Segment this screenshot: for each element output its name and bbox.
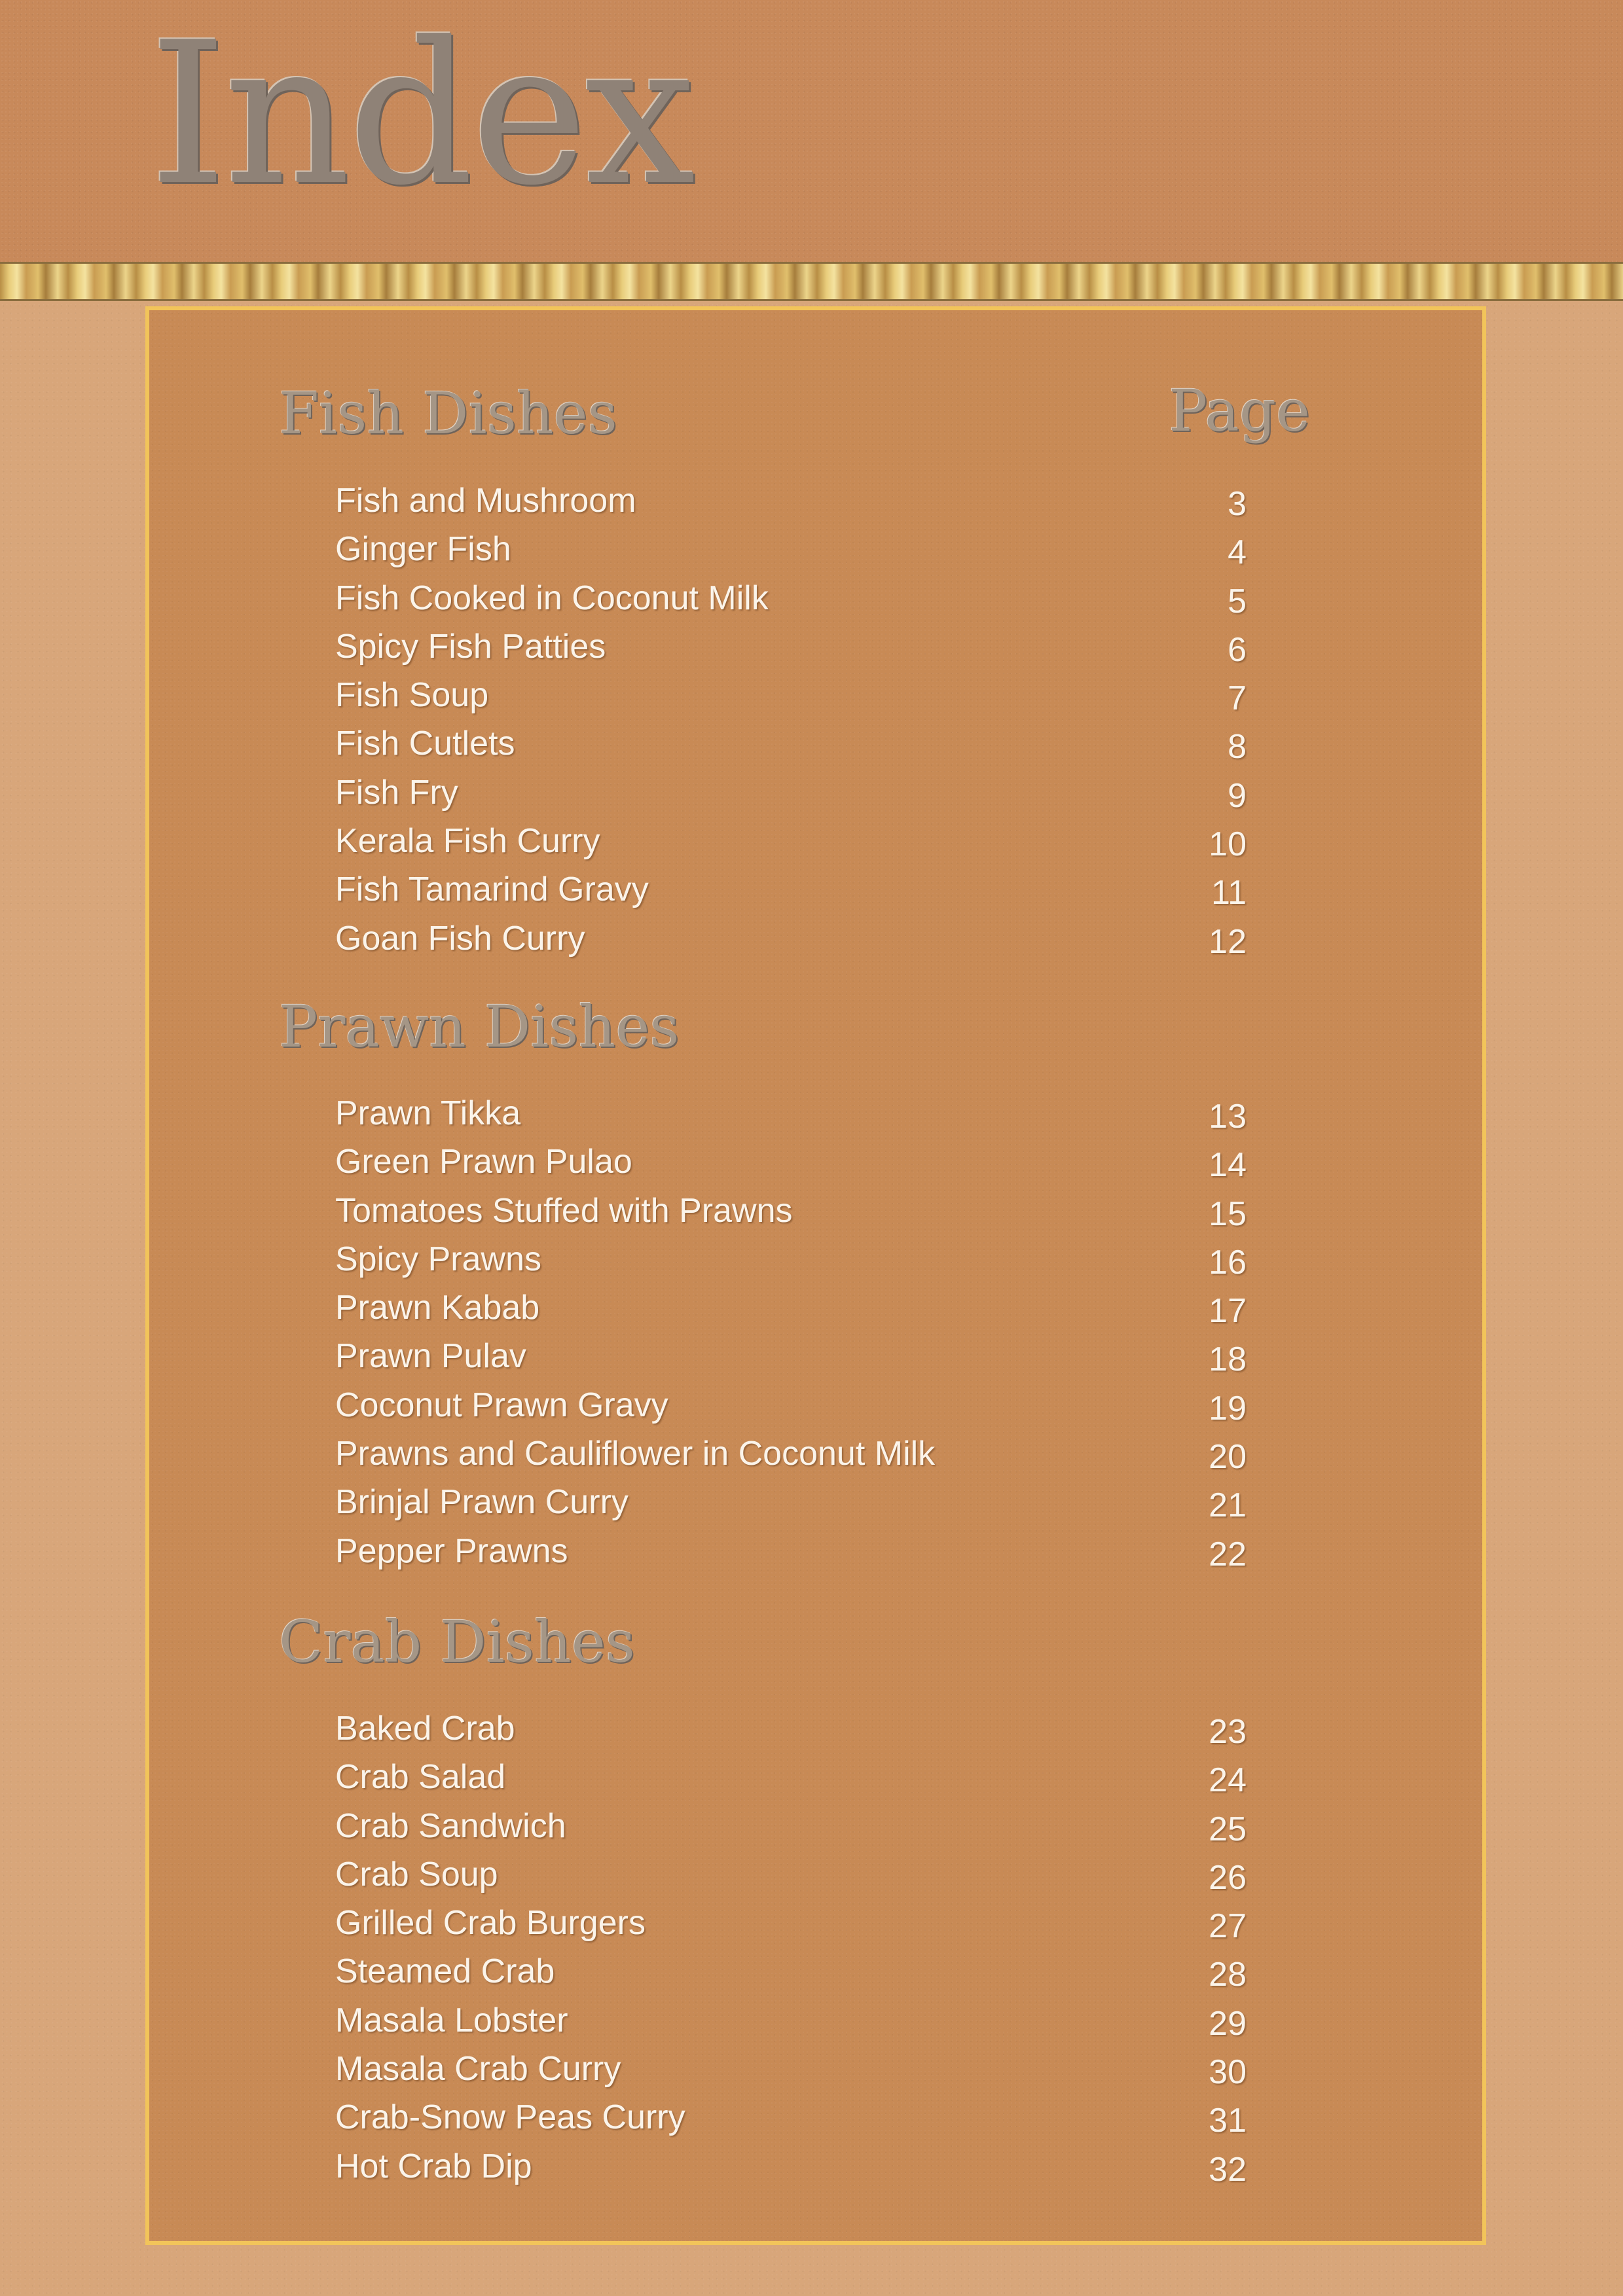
index-entry[interactable] [149, 1381, 1482, 1429]
crab-dishes-list [149, 1704, 1482, 2191]
entry-page-number: 17 [1209, 1292, 1247, 1331]
section-heading-crab: Crab Dishes [279, 1608, 635, 1676]
entry-title: Crab-Snow Peas Curry [335, 2098, 685, 2137]
entry-page-number: 12 [1209, 922, 1247, 961]
index-entry[interactable] [149, 1704, 1482, 1753]
entry-page-number: 10 [1209, 825, 1247, 864]
entry-title: Spicy Prawns [335, 1240, 541, 1278]
entry-page-number: 7 [1228, 679, 1247, 718]
entry-title: Tomatoes Stuffed with Prawns [335, 1191, 793, 1230]
entry-title: Crab Salad [335, 1758, 506, 1797]
index-entry[interactable] [149, 1283, 1482, 1332]
index-entry[interactable] [149, 1802, 1482, 1850]
entry-page-number: 9 [1228, 776, 1247, 815]
entry-page-number: 25 [1209, 1810, 1247, 1848]
entry-page-number: 23 [1209, 1713, 1247, 1751]
index-entry[interactable] [149, 1089, 1482, 1138]
index-entry[interactable] [149, 1138, 1482, 1186]
entry-page-number: 28 [1209, 1956, 1247, 1994]
entry-page-number: 16 [1209, 1243, 1247, 1282]
fish-dishes-list [149, 476, 1482, 963]
page-title: Index [149, 0, 693, 228]
index-entry[interactable] [149, 1478, 1482, 1526]
index-entry[interactable] [149, 1429, 1482, 1478]
entry-page-number: 26 [1209, 1858, 1247, 1897]
entry-page-number: 31 [1209, 2102, 1247, 2140]
index-entry[interactable] [149, 1899, 1482, 1947]
gold-divider-strip [0, 262, 1623, 301]
section-heading-prawn: Prawn Dishes [279, 993, 680, 1060]
entry-title: Prawn Kabab [335, 1289, 540, 1327]
entry-title: Fish Cooked in Coconut Milk [335, 579, 769, 617]
entry-page-number: 29 [1209, 2004, 1247, 2043]
index-entry[interactable] [149, 914, 1482, 963]
page-column-heading: Page [1169, 377, 1311, 444]
entry-page-number: 8 [1228, 728, 1247, 766]
entry-title: Fish Fry [335, 773, 458, 812]
index-entry[interactable] [149, 671, 1482, 719]
index-entry[interactable] [149, 574, 1482, 622]
entry-title: Masala Crab Curry [335, 2050, 621, 2089]
index-panel [145, 306, 1486, 2245]
index-entry[interactable] [149, 1753, 1482, 1801]
entry-title: Fish and Mushroom [335, 482, 636, 520]
entry-title: Brinjal Prawn Curry [335, 1483, 629, 1522]
entry-page-number: 24 [1209, 1761, 1247, 1800]
entry-title: Crab Soup [335, 1855, 498, 1893]
index-entry[interactable] [149, 476, 1482, 525]
index-entry[interactable] [149, 1187, 1482, 1235]
entry-page-number: 21 [1209, 1486, 1247, 1525]
entry-title: Goan Fish Curry [335, 919, 585, 958]
entry-title: Kerala Fish Curry [335, 822, 600, 861]
entry-title: Masala Lobster [335, 2001, 568, 2039]
index-entry[interactable] [149, 1235, 1482, 1283]
section-heading-fish: Fish Dishes [279, 380, 617, 447]
entry-title: Fish Cutlets [335, 725, 515, 763]
entry-title: Crab Sandwich [335, 1806, 566, 1845]
entry-page-number: 14 [1209, 1146, 1247, 1185]
entry-page-number: 32 [1209, 2150, 1247, 2189]
prawn-dishes-list [149, 1089, 1482, 1575]
index-entry[interactable] [149, 525, 1482, 573]
entry-title: Fish Soup [335, 676, 489, 715]
index-entry[interactable] [149, 2093, 1482, 2142]
entry-title: Steamed Crab [335, 1952, 555, 1991]
entry-title: Prawn Pulav [335, 1337, 526, 1376]
index-entry[interactable] [149, 1947, 1482, 1996]
entry-page-number: 3 [1228, 485, 1247, 523]
index-entry[interactable] [149, 1527, 1482, 1575]
entry-page-number: 15 [1209, 1194, 1247, 1233]
entry-title: Spicy Fish Patties [335, 627, 606, 666]
entry-page-number: 18 [1209, 1340, 1247, 1379]
entry-page-number: 20 [1209, 1438, 1247, 1477]
index-entry[interactable] [149, 817, 1482, 865]
entry-title: Prawns and Cauliflower in Coconut Milk [335, 1435, 936, 1473]
entry-title: Prawn Tikka [335, 1094, 521, 1132]
entry-page-number: 30 [1209, 2053, 1247, 2092]
index-entry[interactable] [149, 2142, 1482, 2191]
entry-page-number: 11 [1211, 874, 1247, 912]
entry-title: Grilled Crab Burgers [335, 1904, 646, 1943]
entry-page-number: 22 [1209, 1535, 1247, 1573]
entry-title: Pepper Prawns [335, 1532, 568, 1570]
entry-page-number: 19 [1209, 1389, 1247, 1427]
entry-page-number: 6 [1228, 630, 1247, 669]
entry-page-number: 13 [1209, 1098, 1247, 1136]
index-entry[interactable] [149, 1850, 1482, 1899]
entry-title: Ginger Fish [335, 530, 511, 569]
entry-title: Green Prawn Pulao [335, 1143, 632, 1181]
index-entry[interactable] [149, 768, 1482, 817]
entry-page-number: 27 [1209, 1907, 1247, 1946]
entry-title: Coconut Prawn Gravy [335, 1386, 668, 1424]
index-entry[interactable] [149, 865, 1482, 914]
index-entry[interactable] [149, 2045, 1482, 2093]
index-entry[interactable] [149, 622, 1482, 671]
index-entry[interactable] [149, 719, 1482, 768]
entry-title: Fish Tamarind Gravy [335, 870, 649, 909]
index-entry[interactable] [149, 1996, 1482, 2045]
entry-title: Baked Crab [335, 1710, 515, 1748]
entry-page-number: 4 [1228, 533, 1247, 572]
entry-page-number: 5 [1228, 582, 1247, 620]
entry-title: Hot Crab Dip [335, 2147, 532, 2185]
index-entry[interactable] [149, 1332, 1482, 1380]
